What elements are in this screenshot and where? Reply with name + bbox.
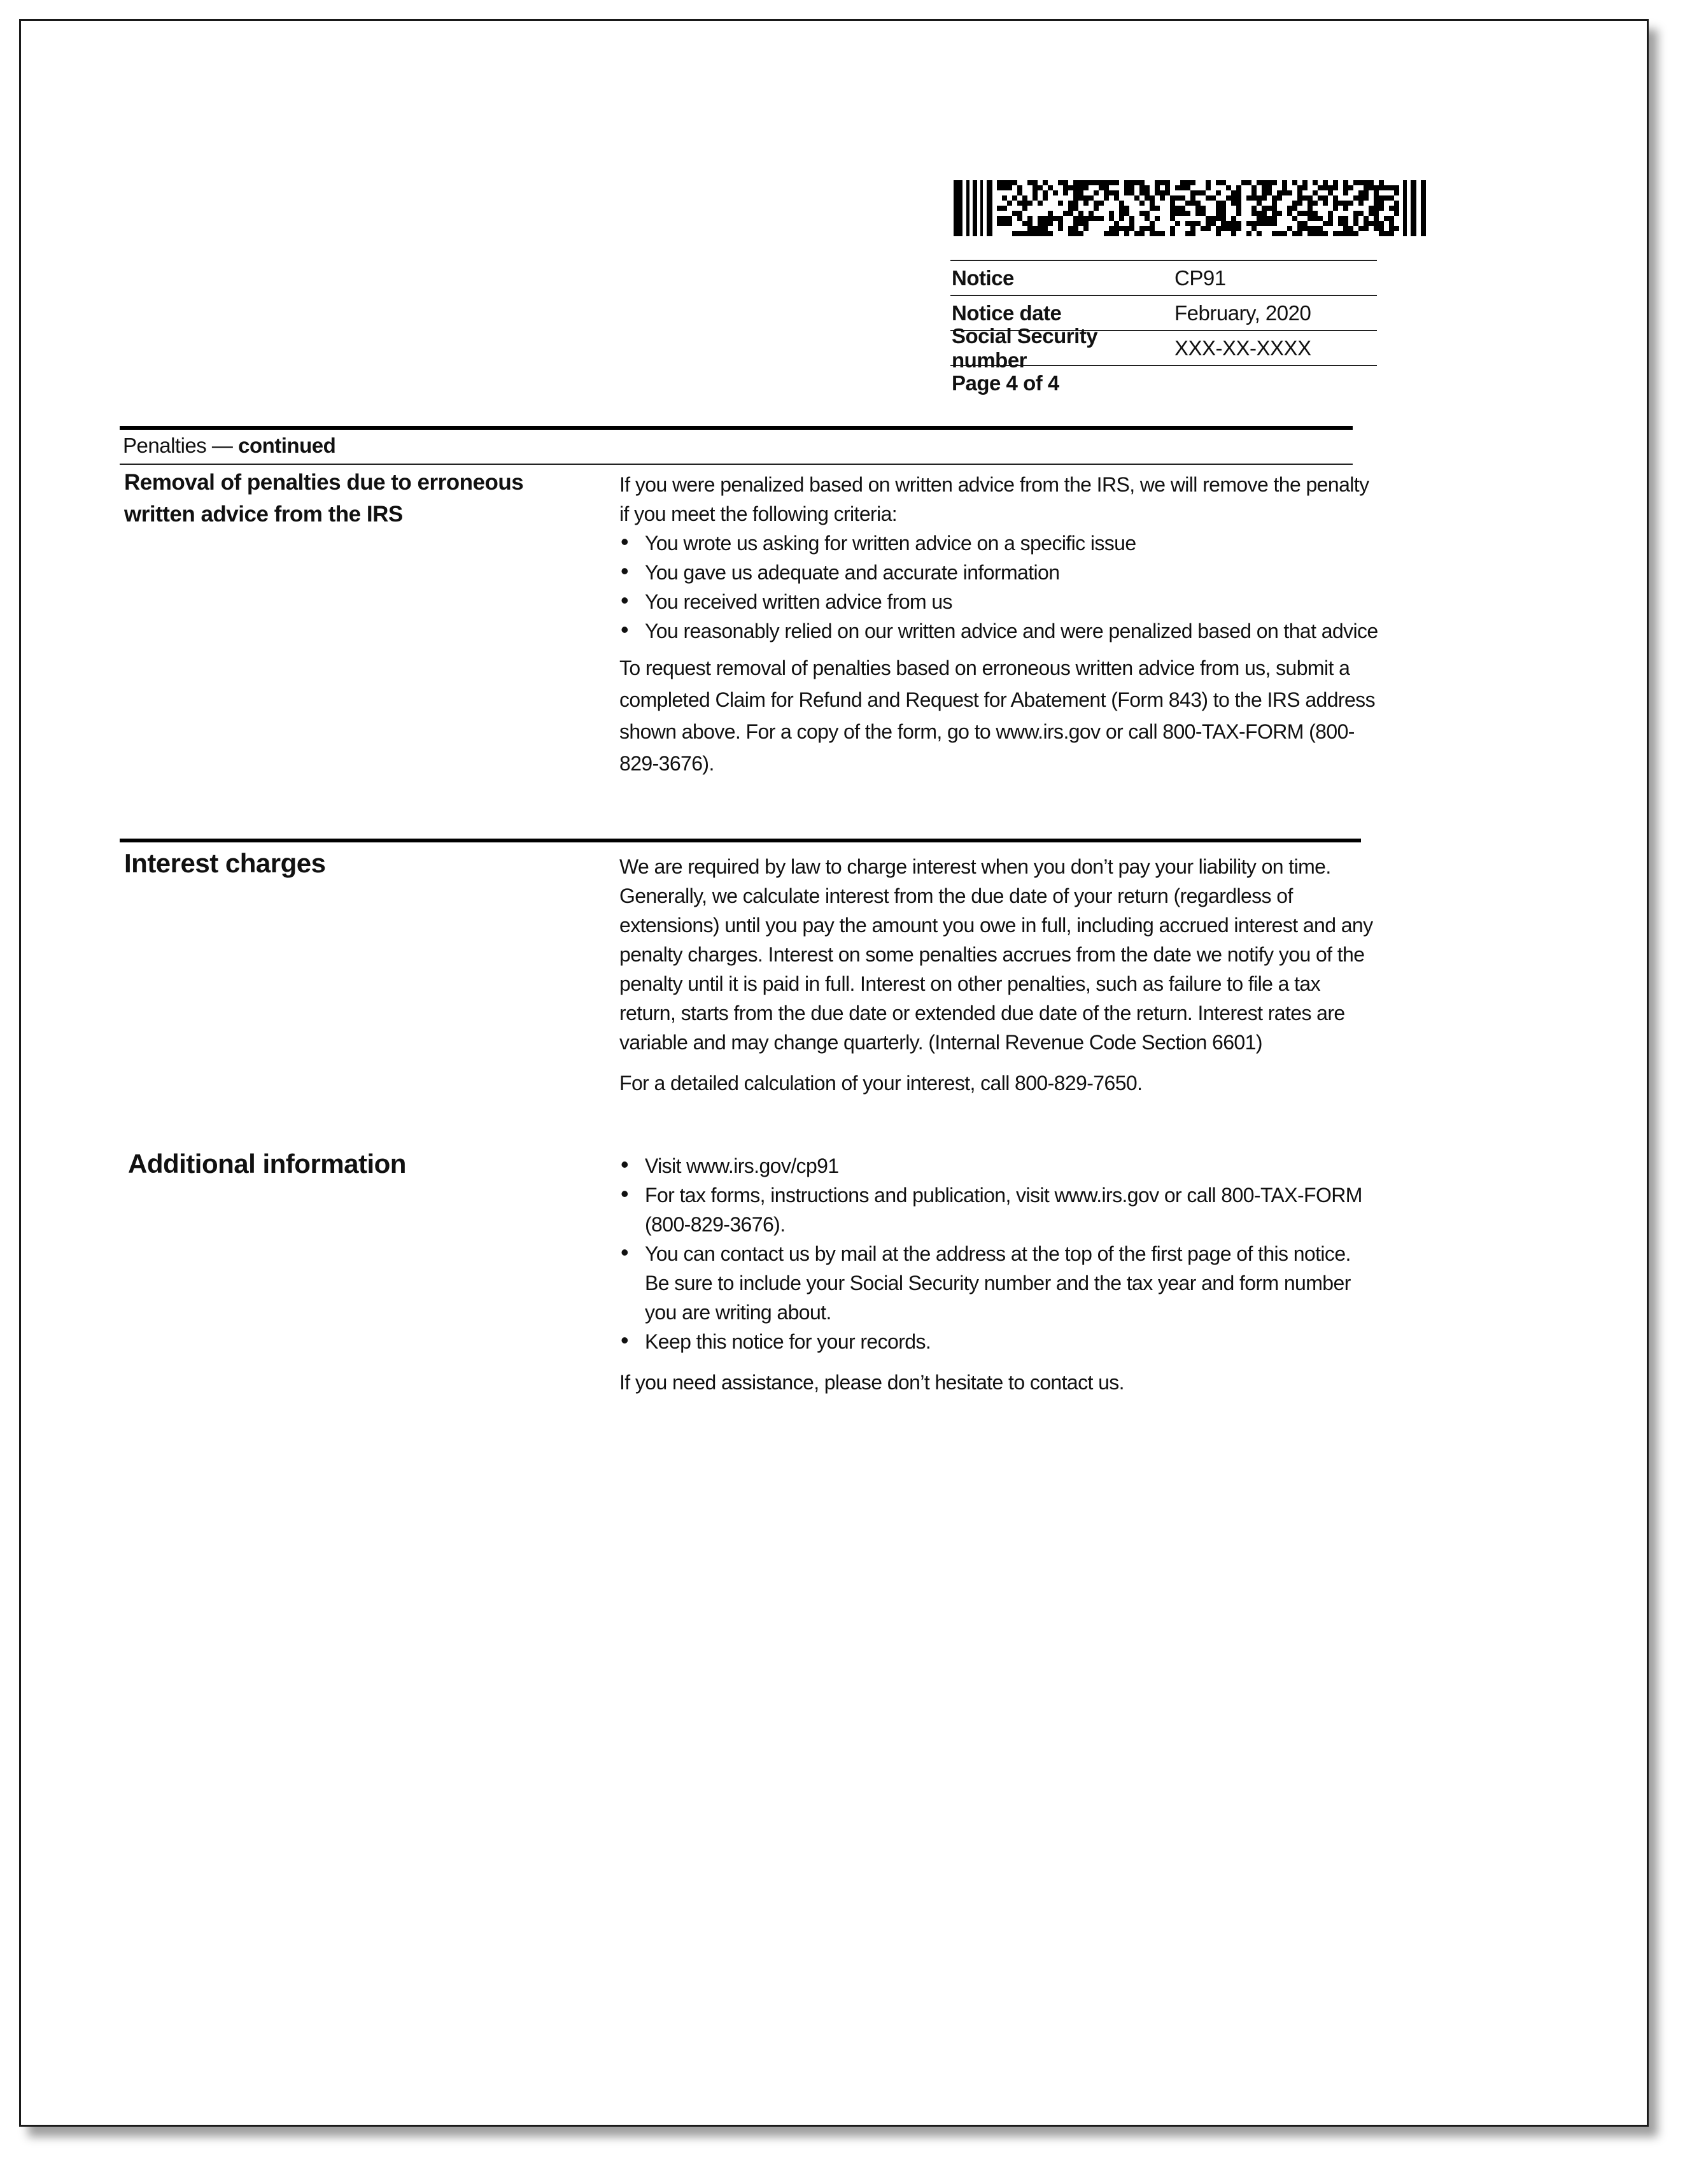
list-item: • You reasonably relied on our written advice and were penalized based on that advice <box>619 616 1380 646</box>
page-number: Page 4 of 4 <box>952 371 1059 395</box>
notice-info-table <box>950 260 1377 400</box>
list-item: • You gave us adequate and accurate information <box>619 558 1380 587</box>
notice-row <box>950 261 1377 296</box>
ssn-label: Social Security number <box>952 323 1098 372</box>
list-item: • For tax forms, instructions and publication, visit www.irs.gov or call 800-TAX-FORM (800-829-3676). <box>619 1181 1380 1239</box>
interest-rule <box>120 839 1361 842</box>
section-rule-thin <box>120 464 1353 465</box>
removal-content <box>619 470 1380 779</box>
notice-date-label: Notice date <box>952 301 1062 325</box>
section-header-continued: continued <box>238 434 336 457</box>
list-item: • Visit www.irs.gov/cp91 <box>619 1151 1380 1181</box>
ssn-value: XXX-XX-XXXX <box>1174 336 1311 360</box>
notice-date-value: February, 2020 <box>1174 301 1311 325</box>
notice-value: CP91 <box>1174 266 1226 290</box>
list-item: • Keep this notice for your records. <box>619 1327 1380 1356</box>
section-rule-top <box>120 426 1353 430</box>
additional-closing: If you need assistance, please don’t hesitate to contact us. <box>619 1371 1124 1394</box>
list-item: • You wrote us asking for written advice on a specific issue <box>619 528 1380 558</box>
removal-criteria-list <box>619 528 1380 646</box>
page-number-row <box>950 366 1377 400</box>
additional-heading: Additional information <box>128 1149 406 1179</box>
interest-heading: Interest charges <box>124 848 326 878</box>
removal-heading: Removal of penalties due to erroneous written advice from the IRS <box>124 470 524 527</box>
list-item: • You can contact us by mail at the address at the top of the first page of this notice. Be sure to include your Social Security number and the tax year and form number you are writing about. <box>619 1239 1380 1327</box>
interest-detail: For a detailed calculation of your interest, call 800-829-7650. <box>619 1072 1143 1095</box>
notice-page <box>19 19 1649 2127</box>
interest-body: We are required by law to charge interest when you don’t pay your liability on time. Generally, we calculate interest from the due date of your return (regardless of extensions) until you pay the amount you owe in full, including accrued interest and any penalty charges. Interest on some penalties accrues from the date we notify you of the penalty until it is paid in full. Interest on other penalties, such as failure to file a tax return, starts from the due date or extended due date of the return. Interest rates are variable and may change quarterly. (Internal Revenue Code Section 6601) <box>619 855 1373 1054</box>
removal-closing: To request removal of penalties based on erroneous written advice from us, submit a completed Claim for Refund and Request for Abatement (Form 843) to the IRS address shown above. For a copy of the form, go to www.irs.gov or call 800-TAX-FORM (800-829-3676). <box>619 656 1375 775</box>
section-header <box>123 434 335 458</box>
additional-content <box>619 1151 1380 1397</box>
notice-label: Notice <box>952 266 1014 290</box>
interest-content <box>619 852 1380 1098</box>
ssn-row <box>950 323 1377 372</box>
barcode <box>954 180 1428 236</box>
section-header-prefix: Penalties — <box>123 434 233 457</box>
additional-list <box>619 1151 1380 1356</box>
list-item: • You received written advice from us <box>619 587 1380 616</box>
removal-intro: If you were penalized based on written advice from the IRS, we will remove the penalty if you meet the following criteria: <box>619 473 1369 525</box>
